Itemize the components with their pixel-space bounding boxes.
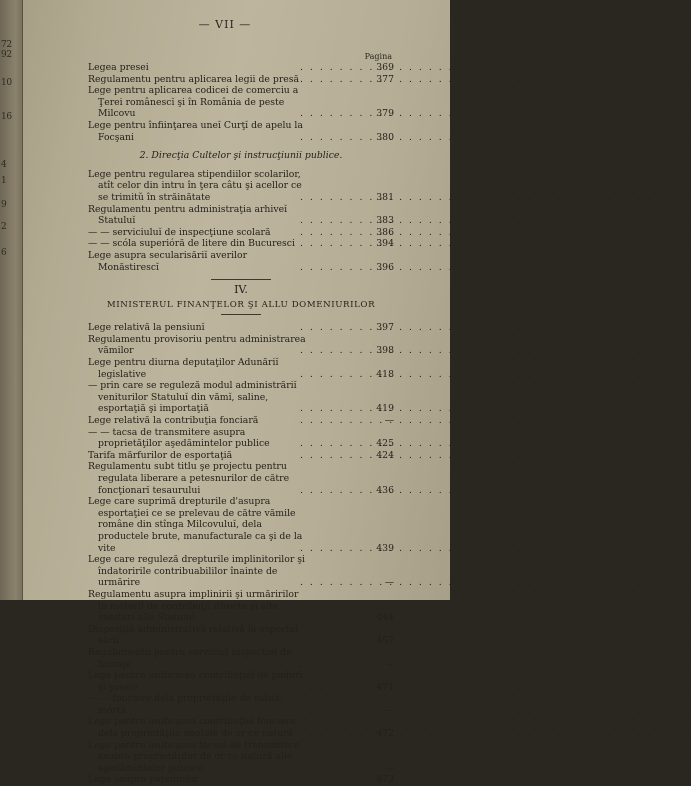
leader-dots [310,543,370,555]
toc-entry-title: Regulamentu pentru administraţia arhiveĭ Statuluĭ [88,203,288,227]
toc-entry-title: Tarifa mărfurilor de esportaţiă [88,449,233,461]
leader-dots [310,403,370,415]
leader-dots [310,215,370,227]
subsection-title: 2. Direcţia Cultelor şi instrucţiunii publice. [139,150,343,162]
toc-entry-page: — [384,704,394,716]
toc-entry-title: Lege pentru diurna deputaţilor Adunăriĭ legislative [88,357,279,380]
divider [211,279,271,280]
toc-entry-title: Lege pentru unificarea tacseĭ de transmitere asupra proprietăţilor de or ce natură alle aşedămintelor publice [88,739,300,774]
edge-mark: 92 [1,50,12,60]
toc-group-cults [88,169,394,273]
toc-entry [88,647,394,670]
toc-entry-page: 386 [376,226,394,238]
toc-entry-title: — — fonciere dela proprietăţile de mână-mórtă [88,693,283,716]
toc-entry-page: 380 [376,131,394,143]
leader-dots [310,74,370,86]
toc-entry-title: Legea presei [88,62,149,73]
toc-entry [88,357,394,380]
toc-entry-page: 398 [376,345,394,357]
toc-group-laws [88,62,394,143]
toc-entry-title: Lege pentru regularea stipendiilor scolarilor, atît celor din intru în ţera câtu şi acellor ce se trimitŭ în străinătate [88,168,302,203]
edge-mark: 16 [1,112,12,122]
table-of-contents [88,62,394,786]
toc-entry-title: Regulamentu asupra implinirii şi urmăririlor în materiĭ de contribuţiĭ directe şi alte veniturĭ alle Statuluĭ [88,588,299,624]
toc-entry [88,227,394,239]
toc-entry-title: Lege relativă la contribuţia fonciară [88,415,259,427]
toc-entry-page: — [384,658,394,670]
divider [221,314,261,315]
toc-entry-page: 383 [376,215,394,227]
previous-page-edge [0,0,23,600]
toc-entry-page: 397 [376,322,394,334]
toc-entry [88,169,394,204]
toc-entry [88,740,394,775]
leader-dots [310,682,370,694]
toc-entry-title: Lege asupra secularisăriĭ averilor Monăstirescĭ [88,249,248,273]
leader-dots [310,763,370,775]
leader-dots [310,705,370,717]
toc-entry-page: — [384,577,394,589]
leader-dots [310,369,370,381]
toc-entry [88,427,394,450]
edge-mark: 72 [1,40,12,50]
edge-mark: 9 [1,200,7,210]
toc-entry-page: 418 [376,368,394,380]
toc-entry-title: Lege pentru aplicarea codicei de comerciu a Ţerei românescĭ şi în România de peste Milcovu [88,85,299,120]
toc-entry [88,62,394,74]
toc-entry [88,380,394,415]
section-roman-numeral: IV. [234,283,248,297]
toc-entry [88,554,394,589]
leader-dots [310,108,370,120]
leader-dots [310,132,370,144]
toc-entry [88,716,394,739]
toc-entry-title: Lege care reguleză drepturile implinitorilor şi îndatoririle contribuabililor înainte de urmărire [88,554,306,589]
toc-entry-page: 473 [376,774,394,786]
toc-entry-title: Regulamentu provisoriu pentru administrarea vămilor [88,333,306,357]
toc-entry-page: 444 [376,612,394,624]
toc-entry-page: 471 [376,681,394,693]
leader-dots [310,635,370,647]
toc-entry-page: 369 [376,62,394,73]
leader-dots [310,62,370,74]
leader-dots [310,322,370,334]
toc-entry [88,693,394,716]
page-column-label: Pagina [364,52,392,61]
toc-entry-page: 381 [376,191,394,203]
leader-dots [310,577,370,589]
page-number-header: — VII — [198,18,252,31]
toc-entry [88,334,394,357]
toc-entry [88,204,394,227]
toc-entry [88,461,394,496]
leader-dots [310,227,370,239]
toc-entry-title: Lege asupra patentelor [88,774,199,786]
toc-entry-title: Disposiţiă administrativă relativă la esportul săriĭ [88,623,299,647]
leader-dots [310,612,370,624]
toc-entry-title: Lege relativă la pensiunĭ [88,322,205,334]
toc-entry [88,238,394,250]
toc-entry-page: 379 [376,108,394,120]
toc-group-finance [88,322,394,786]
leader-dots [310,238,370,250]
edge-mark: 2 [1,222,7,232]
toc-entry-title: Regulamentu pentru serviciul inspecţieĭ de finanţe [88,646,292,670]
toc-entry-title: Lege pentru unificarea contribuţieĭ de podurĭ şi şosele [88,670,303,693]
toc-entry-page: — [384,762,394,774]
leader-dots [310,450,370,462]
toc-entry [88,322,394,334]
toc-entry-page: 424 [376,449,394,461]
toc-entry-title: — — scóla superióră de litere din Bucuresci [88,238,295,250]
toc-entry-page: — [384,415,394,427]
leader-dots [310,728,370,740]
edge-mark: 10 [1,78,12,88]
toc-entry-page: 467 [376,635,394,647]
toc-entry-page: 436 [376,484,394,496]
toc-entry-page: 377 [376,73,394,85]
toc-entry-title: — — tacsa de transmitere asupra proprietăţilor aşedămintelor publice [88,426,270,450]
toc-entry [88,85,394,120]
toc-entry-title: — prin care se reguleză modul administrăriĭ veniturilor Statuluĭ din vămĭ, saline, esportaţiă şi importaţiă [88,380,297,415]
leader-dots [310,659,370,671]
toc-entry [88,74,394,86]
toc-entry [88,250,394,273]
edge-mark: 6 [1,248,7,258]
leader-dots [310,438,370,450]
toc-entry-title: Lege pentru unificarea contribuţieĭ fonciere dela proprietăţile imobile de or ce natură [88,716,296,740]
toc-entry-page: 439 [376,542,394,554]
leader-dots [310,262,370,274]
leader-dots [310,345,370,357]
toc-entry-page: 396 [376,261,394,273]
toc-entry-title: Regulamentu pentru aplicarea legii de presă [88,73,300,85]
toc-entry [88,415,394,427]
toc-entry [88,774,394,786]
leader-dots [310,192,370,204]
toc-entry [88,624,394,647]
toc-entry [88,120,394,143]
toc-entry-title: Lege care suprimă drepturile d'asupra esportaţiei ce se prelevau de către vămile române din stînga Milcovuluĭ, dela productele brute, manufacturale ca şi de la vite [88,496,303,554]
toc-entry [88,589,394,624]
toc-entry-page: 425 [376,438,394,450]
leader-dots [310,774,370,786]
toc-entry [88,670,394,693]
toc-entry [88,450,394,462]
toc-entry-page: 394 [376,238,394,250]
leader-dots [310,415,370,427]
toc-entry-title: Regulamentu subt titlu şe projectu pentru regulata liberare a petesnurilor de către foncţionarĭ tesaurului [88,461,290,496]
section-title: MINISTERUL FINANŢELOR ŞI ALLU DOMENIURILOR [106,299,376,310]
toc-entry [88,496,394,554]
toc-entry-title: Lege pentru înfiinţarea uneĭ Curţĭ de apelu la Focşani [88,119,303,143]
leader-dots [310,485,370,497]
toc-entry-page: 419 [376,403,394,415]
toc-entry-title: — — serviciuluĭ de inspecţiune scolară [88,226,271,238]
edge-mark: 1 [1,176,7,186]
toc-entry-page: 472 [376,728,394,740]
edge-mark: 4 [1,160,7,170]
